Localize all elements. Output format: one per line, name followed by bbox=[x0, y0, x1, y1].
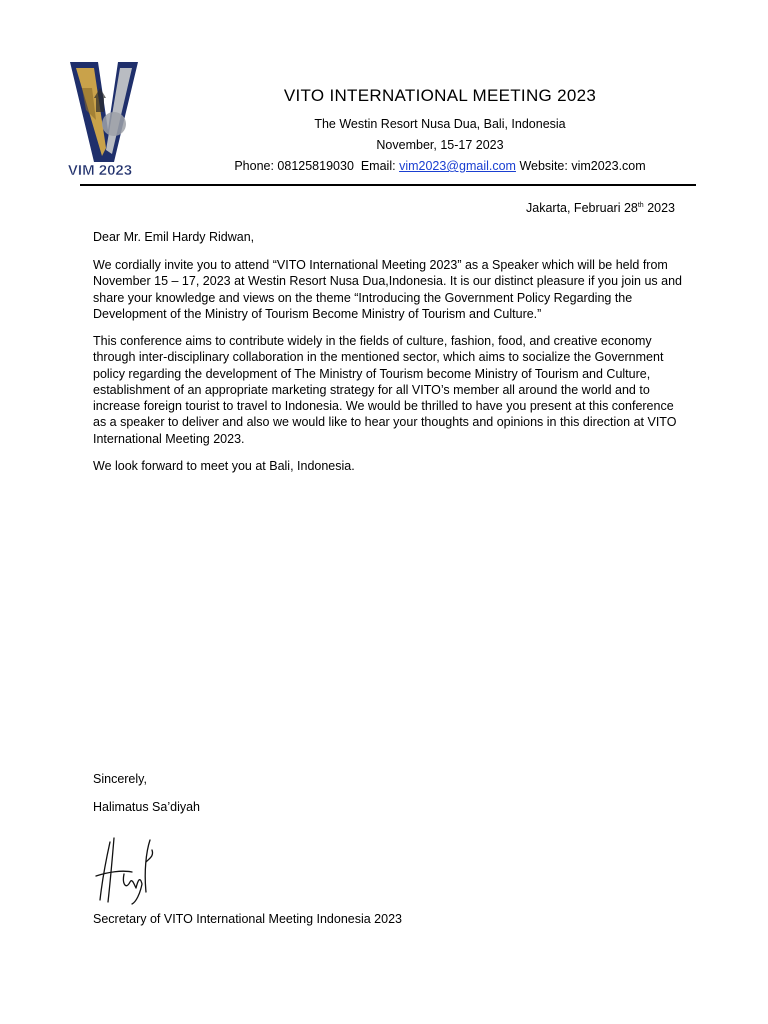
event-venue: The Westin Resort Nusa Dua, Bali, Indonesia bbox=[314, 117, 566, 131]
salutation: Dear Mr. Emil Hardy Ridwan, bbox=[93, 230, 255, 244]
vim-logo bbox=[42, 58, 160, 180]
signer-name: Halimatus Sa’diyah bbox=[93, 800, 200, 814]
contact-email-label: Email: bbox=[360, 159, 396, 173]
contact-phone: Phone: 08125819030 bbox=[234, 159, 354, 173]
event-contact bbox=[180, 159, 700, 173]
paragraph-closing: We look forward to meet you at Bali, Indonesia. bbox=[93, 459, 355, 473]
event-title: VITO INTERNATIONAL MEETING 2023 bbox=[283, 86, 597, 105]
email-link[interactable]: vim2023@gmail.com bbox=[399, 159, 516, 173]
paragraph-invitation: We cordially invite you to attend “VITO International Meeting 2023” as a Speaker which will be held from November 15 – 17, 2023 at Westin Resort Nusa Dua,Indonesia. It is our distinct pleasure if you join us and share your knowledge and views on the theme “Introducing the Government Policy Regarding the Development of the Ministry of Tourism Become Ministry of Tourism and Culture.” bbox=[93, 258, 682, 321]
contact-website: Website: vim2023.com bbox=[519, 159, 646, 173]
header-divider bbox=[80, 184, 696, 186]
event-dates: November, 15-17 2023 bbox=[376, 138, 504, 152]
letter-date bbox=[526, 201, 675, 215]
date-prefix: Jakarta, Februari 28 bbox=[526, 201, 638, 215]
date-suffix: th bbox=[637, 202, 644, 209]
handwritten-signature bbox=[92, 832, 162, 908]
paragraph-conference: This conference aims to contribute widely in the fields of culture, fashion, food, and creative economy through inter-disciplinary collaboration in the mentioned sector, which aims to socialize the Government policy regarding the development of The Ministry of Tourism become Ministry of Tourism and Culture, establishment of an appropriate marketing strategy for all VITO’s member all around the world and to increase foreign tourist to travel to Indonesia. We would be thrilled to have you present at this conference as a speaker to deliver and also we would like to hear your thoughts and opinions in this direction at VITO International Meeting 2023. bbox=[93, 334, 677, 446]
signer-title: Secretary of VITO International Meeting Indonesia 2023 bbox=[93, 912, 402, 926]
logo-wordmark: VIM 2023 bbox=[67, 162, 133, 179]
date-year: 2023 bbox=[647, 201, 675, 215]
closing: Sincerely, bbox=[93, 772, 147, 786]
